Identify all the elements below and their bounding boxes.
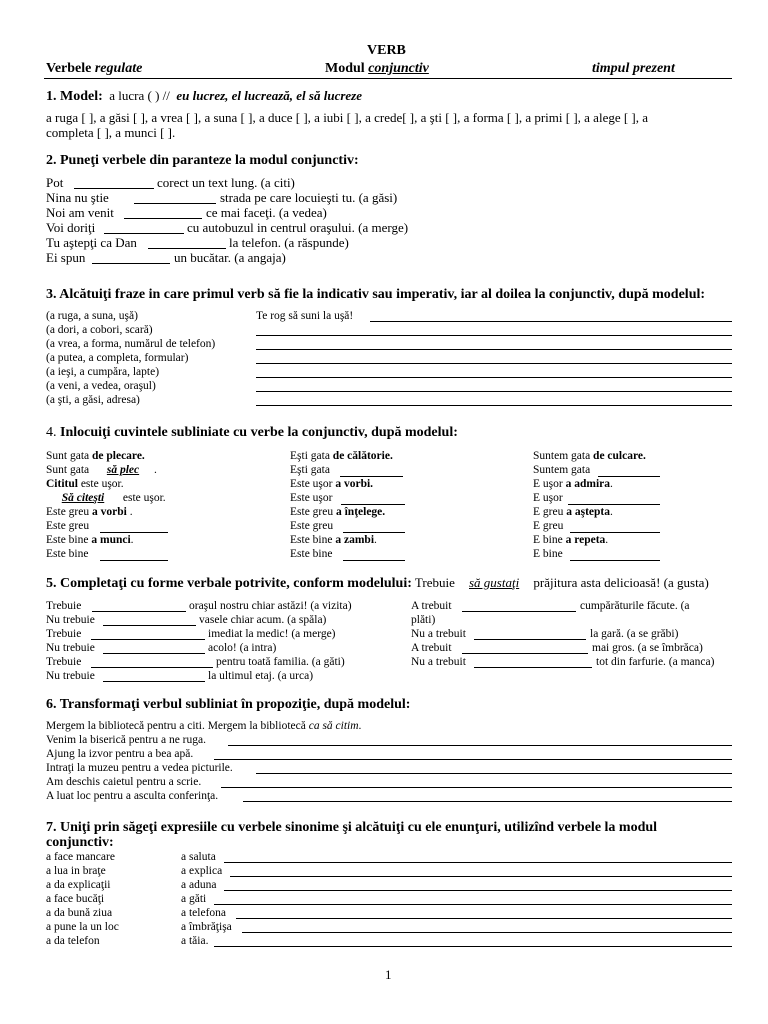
sec7-right-7: a tăia. <box>181 935 209 947</box>
sec4-c1-r7: Este bine a munci. <box>46 534 134 546</box>
sec2-item-1-rest: corect un text lung. (a citi) <box>157 175 295 190</box>
sec4-c2-blank-6[interactable] <box>343 532 405 533</box>
sec5-right-3-rest: mai gros. (a se îmbrăca) <box>592 642 703 654</box>
sec4-c2-blank-2[interactable] <box>340 476 403 477</box>
sec4-c3-r5: E greu a aştepta. <box>533 506 613 518</box>
sec2-item-4-rest: cu autobuzul in centrul oraşului. (a merge) <box>187 220 409 235</box>
sec2-item-3: Noi am venit <box>46 205 114 220</box>
sec4-c1-r2: Sunt gata să plec . <box>46 464 157 476</box>
sec5-left-4-rest: acolo! (a intra) <box>208 642 277 654</box>
sec4-c1-r6: Este greu <box>46 520 90 532</box>
sec5-left-blank-1[interactable] <box>92 611 186 612</box>
sec7-answer-2[interactable] <box>230 876 732 877</box>
sec3-answer-line-2[interactable] <box>256 335 732 336</box>
sec4-c1-r1: Sunt gata de plecare. <box>46 450 145 462</box>
sec5-left-blank-6[interactable] <box>103 681 205 682</box>
section-2-heading: 2. Puneţi verbele din paranteze la modul conjunctiv: <box>46 153 359 168</box>
sec2-item-4: Voi doriţi <box>46 220 96 235</box>
sec3-prompt-5: (a ieşi, a cumpăra, lapte) <box>46 366 160 378</box>
sec5-left-blank-4[interactable] <box>103 653 205 654</box>
sec7-left-1: a face mancare <box>46 851 115 863</box>
sec2-blank-6[interactable] <box>92 263 170 264</box>
sec5-right-2: Nu a trebuit <box>411 628 466 640</box>
sec7-right-3: a aduna <box>181 879 217 891</box>
page-title: VERB <box>367 43 406 58</box>
sec5-right-4-rest: tot din farfurie. (a manca) <box>596 656 715 668</box>
sec6-item-1: Venim la biserică pentru a ne ruga. <box>46 734 206 746</box>
sec3-prompt-7: (a şti, a găsi, adresa) <box>46 394 140 406</box>
sec6-answer-3[interactable] <box>256 773 732 774</box>
sec4-c1-blank-6[interactable] <box>100 532 168 533</box>
sec5-right-blank-2[interactable] <box>474 639 586 640</box>
sec6-answer-1[interactable] <box>228 745 732 746</box>
sec5-left-6: Nu trebuie <box>46 670 95 682</box>
sec4-c2-r1: Eşti gata de călătorie. <box>290 450 393 462</box>
sec5-left-blank-5[interactable] <box>91 667 213 668</box>
sec2-item-5-rest: la telefon. (a răspunde) <box>229 235 349 250</box>
sec7-right-1: a saluta <box>181 851 216 863</box>
section-1-heading: 1. Model: a lucra ( ) // eu lucrez, el lucrează, el să lucreze <box>46 88 362 104</box>
sec3-answer-line-1[interactable] <box>370 321 732 322</box>
sec2-blank-3[interactable] <box>124 218 202 219</box>
sec5-right-blank-4[interactable] <box>474 667 592 668</box>
sec7-right-5: a telefona <box>181 907 227 919</box>
sec4-c1-r5: Este greu a vorbi . <box>46 506 133 518</box>
sec2-item-6: Ei spun <box>46 250 86 265</box>
sec4-c2-blank-8[interactable] <box>343 560 405 561</box>
section-1-line-1: a ruga [ ], a găsi [ ], a vrea [ ], a suna [ ], a duce [ ], a iubi [ ], a crede[ ], a şti [ ], a forma [ ], a primi [ ], a alege [ ], a <box>46 110 649 125</box>
sec2-item-2: Nina nu ştie <box>46 190 109 205</box>
sec2-item-3-rest: ce mai faceţi. (a vedea) <box>206 205 327 220</box>
sec5-left-3-rest: imediat la medic! (a merge) <box>208 628 336 640</box>
sec4-c3-r1: Suntem gata de culcare. <box>533 450 646 462</box>
sec2-blank-1[interactable] <box>74 188 154 189</box>
sec2-item-2-rest: strada pe care locuieşti tu. (a găsi) <box>220 190 398 205</box>
sec3-example: Te rog să suni la uşă! <box>256 310 354 322</box>
sec4-c2-r7: Este bine a zambi. <box>290 534 377 546</box>
sec5-left-6-rest: la ultimul etaj. (a urca) <box>208 670 314 682</box>
sec5-left-1: Trebuie <box>46 600 82 612</box>
sec4-c3-blank-8[interactable] <box>570 560 660 561</box>
sec6-item-3: Intraţi la muzeu pentru a vedea picturile. <box>46 762 233 774</box>
sec3-prompt-6: (a veni, a vedea, oraşul) <box>46 380 156 392</box>
section-7-heading-1: 7. Uniţi prin săgeţi expresiile cu verbele sinonime şi alcătuiţi cu ele enunţuri, utilizînd verbele la modul <box>46 820 658 835</box>
sec4-c3-blank-4[interactable] <box>568 504 660 505</box>
sec2-blank-5[interactable] <box>148 248 226 249</box>
sec7-answer-4[interactable] <box>214 904 732 905</box>
sec5-left-5: Trebuie <box>46 656 82 668</box>
header-mode: Modul conjunctiv <box>325 61 429 76</box>
sec3-prompt-3: (a vrea, a forma, numărul de telefon) <box>46 338 216 350</box>
sec4-c2-r3: Este uşor a vorbi. <box>290 478 374 490</box>
section-3-heading: 3. Alcătuiţi fraze in care primul verb să fie la indicativ sau imperativ, iar al doilea la conjunctiv, după modelul: <box>46 287 706 302</box>
sec4-c3-r8: E bine <box>533 548 563 560</box>
sec3-answer-line-3[interactable] <box>256 349 732 350</box>
sec7-right-2: a explica <box>181 865 223 877</box>
sec5-left-2-rest: vasele chiar acum. (a spăla) <box>199 614 327 626</box>
sec4-c2-r8: Este bine <box>290 548 333 560</box>
section-7-heading-2: conjunctiv: <box>46 835 114 850</box>
header-left: Verbele regulate <box>46 61 143 76</box>
sec6-item-2: Ajung la izvor pentru a bea apă. <box>46 748 194 760</box>
sec4-c2-r4: Este uşor <box>290 492 333 504</box>
sec5-right-1-rest: cumpărăturile făcute. (a <box>580 600 690 612</box>
sec2-blank-4[interactable] <box>104 233 184 234</box>
sec5-right-1-cont: plăti) <box>411 614 436 626</box>
sec4-c1-r8: Este bine <box>46 548 89 560</box>
sec4-c2-r5: Este greu a înţelege. <box>290 506 386 518</box>
sec4-c3-blank-2[interactable] <box>598 476 660 477</box>
sec5-right-blank-1[interactable] <box>462 611 576 612</box>
sec4-c1-r4: Să citeşti este uşor. <box>61 492 166 504</box>
sec7-left-2: a lua in braţe <box>46 865 106 877</box>
sec4-c3-r2: Suntem gata <box>533 464 591 476</box>
sec7-answer-5[interactable] <box>236 918 732 919</box>
sec4-c1-r3: Cititul este uşor. <box>46 478 124 490</box>
sec5-left-2: Nu trebuie <box>46 614 95 626</box>
sec3-answer-line-6[interactable] <box>256 391 732 392</box>
sec4-c2-r2: Eşti gata <box>290 464 330 476</box>
sec2-blank-2[interactable] <box>134 203 216 204</box>
sec4-c2-blank-4[interactable] <box>341 504 405 505</box>
sec6-item-4: Am deschis caietul pentru a scrie. <box>46 776 202 788</box>
sec6-answer-2[interactable] <box>214 759 732 760</box>
sec7-left-4: a face bucăţi <box>46 893 105 905</box>
sec7-left-6: a pune la un loc <box>46 921 119 933</box>
sec6-item-5: A luat loc pentru a asculta conferinţa. <box>46 790 219 802</box>
sec2-item-6-rest: un bucătar. (a angaja) <box>174 250 286 265</box>
sec7-left-3: a da explicaţii <box>46 879 111 891</box>
sec4-c3-r3: E uşor a admira. <box>533 478 613 490</box>
section-4-heading: 4. Inlocuiţi cuvintele subliniate cu verbe la conjunctiv, după modelul: <box>46 425 458 440</box>
sec7-right-4: a găti <box>181 893 207 905</box>
sec5-right-1: A trebuit <box>411 600 452 612</box>
header-rule <box>44 78 732 79</box>
sec4-c2-r6: Este greu <box>290 520 334 532</box>
section-1-line-2: completa [ ], a munci [ ]. <box>46 125 176 140</box>
sec6-answer-5[interactable] <box>243 801 732 802</box>
sec4-c1-blank-8[interactable] <box>100 560 168 561</box>
sec3-answer-line-5[interactable] <box>256 377 732 378</box>
section-5-heading: 5. Completaţi cu forme verbale potrivite, conform modelului: Trebuie să gustaţi prăjitura asta delicioasă! (a gusta) <box>46 575 709 591</box>
sec5-left-1-rest: oraşul nostru chiar astăzi! (a vizita) <box>189 600 352 612</box>
sec3-prompt-1: (a ruga, a suna, uşă) <box>46 310 138 322</box>
sec7-answer-6[interactable] <box>242 932 732 933</box>
sec5-left-blank-3[interactable] <box>91 639 205 640</box>
sec7-left-5: a da bună ziua <box>46 907 113 919</box>
sec5-right-4: Nu a trebuit <box>411 656 466 668</box>
sec5-left-blank-2[interactable] <box>103 625 196 626</box>
sec7-answer-7[interactable] <box>214 946 732 947</box>
sec4-c3-r4: E uşor <box>533 492 563 504</box>
sec2-item-5: Tu aştepţi ca Dan <box>46 235 137 250</box>
sec4-c3-r7: E bine a repeta. <box>533 534 609 546</box>
sec4-c3-blank-6[interactable] <box>570 532 660 533</box>
sec7-right-6: a îmbrăţişa <box>181 921 232 933</box>
sec5-left-5-rest: pentru toată familia. (a găti) <box>216 656 345 668</box>
sec5-left-4: Nu trebuie <box>46 642 95 654</box>
sec2-item-1: Pot <box>46 175 64 190</box>
sec6-model: Mergem la bibliotecă pentru a citi. Mergem la bibliotecă ca să citim. <box>46 720 362 732</box>
header-tense: timpul prezent <box>592 61 675 76</box>
sec5-right-blank-3[interactable] <box>462 653 588 654</box>
sec5-left-3: Trebuie <box>46 628 82 640</box>
sec4-c3-r6: E greu <box>533 520 564 532</box>
section-6-heading: 6. Transformaţi verbul subliniat în propoziţie, după modelul: <box>46 697 411 712</box>
sec7-left-7: a da telefon <box>46 935 100 947</box>
sec7-answer-3[interactable] <box>224 890 732 891</box>
sec5-right-2-rest: la gară. (a se grăbi) <box>590 628 679 640</box>
sec3-answer-line-7[interactable] <box>256 405 732 406</box>
page-number: 1 <box>385 967 392 982</box>
sec6-answer-4[interactable] <box>221 787 732 788</box>
sec5-right-3: A trebuit <box>411 642 452 654</box>
sec3-prompt-4: (a putea, a completa, formular) <box>46 352 189 364</box>
sec3-prompt-2: (a dori, a cobori, scară) <box>46 324 153 336</box>
sec7-answer-1[interactable] <box>224 862 732 863</box>
sec3-answer-line-4[interactable] <box>256 363 732 364</box>
